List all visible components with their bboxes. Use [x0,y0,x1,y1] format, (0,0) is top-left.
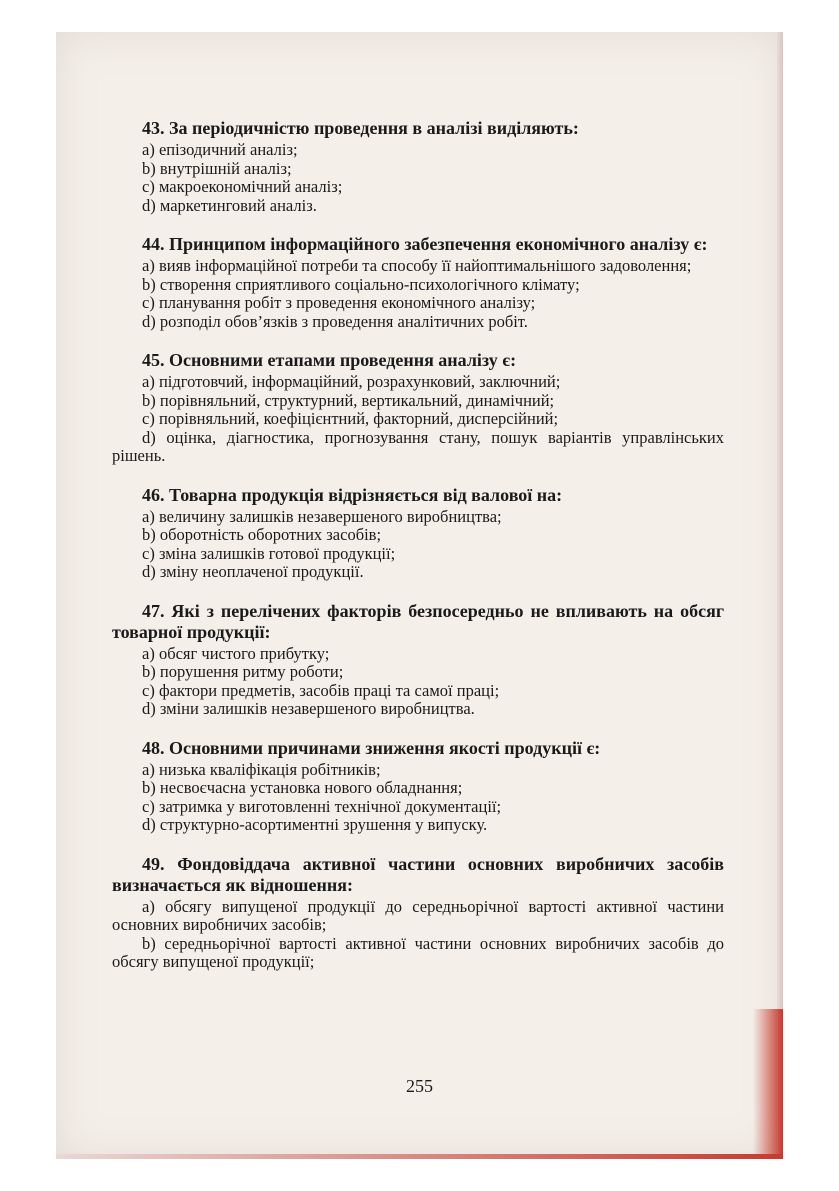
answer-a: a) обсяг чистого прибутку; [142,643,330,663]
question-title: 48. Основними причинами зниження якості продукції є: [142,737,601,758]
answer-c: c) планування робіт з проведення економічного аналізу; [142,293,536,312]
answer-d: d) маркетинговий аналіз. [142,195,317,215]
page-edge [777,32,783,1159]
answer-a: a) вияв інформаційної потреби та способу її найоптимальнішого задоволення; [142,256,692,275]
answer-c: c) макроекономічний аналіз; [142,177,343,196]
question-title: 47. Які з перелічених факторів безпосередньо не впливають на обсяг товарної продукції: [112,600,724,642]
question-43 [112,118,724,215]
question-45 [112,350,724,466]
answer-c: c) зміна залишків готової продукції; [142,543,396,563]
question-title: 43. За періодичністю проведення в аналізі виділяють: [142,118,579,138]
question-48 [112,738,724,835]
answer-b: b) створення сприятливого соціально-психологічного клімату; [142,274,580,294]
question-title: 45. Основними етапами проведення аналізу є: [142,350,517,370]
answer-d: d) зміни залишків незавершеного виробництва. [142,699,475,718]
answer-d: d) структурно-асортиментні зрушення у випуску. [142,815,488,834]
answer-b: b) несвоєчасна установка нового обладнання; [142,778,463,797]
questions-list [112,118,724,991]
answer-b: b) порушення ритму роботи; [142,662,344,681]
answer-a: a) низька кваліфікація робітників; [142,759,381,779]
answer-b: b) оборотність оборотних засобів; [142,525,382,544]
answer-b: b) внутрішній аналіз; [142,158,292,178]
question-49 [112,854,724,972]
answer-d: d) розподіл обов’язків з проведення аналітичних робіт. [142,311,528,331]
cover-edge-bottom [56,1154,783,1159]
question-44 [112,234,724,331]
question-title: 44. Принципом інформаційного забезпечення економічного аналізу є: [142,234,708,254]
answer-a: a) обсягу випущеної продукції до середньорічної вартості активної частини основних виробничих засобів; [112,896,724,934]
answer-a: a) епізодичний аналіз; [142,140,298,159]
answer-d: d) оцінка, діагностика, прогнозування стану, пошук варіантів управлінських рішень. [112,427,724,465]
answer-a: a) підготовчий, інформаційний, розрахунковий, заключний; [142,372,561,391]
question-47 [112,601,724,719]
answer-d: d) зміну неоплаченої продукції. [142,562,364,581]
answer-c: c) фактори предметів, засобів праці та самої праці; [142,680,500,700]
answer-a: a) величину залишків незавершеного виробництва; [142,506,502,526]
page-number: 255 [406,1076,433,1096]
question-title: 46. Товарна продукція відрізняється від валової на: [142,484,563,505]
answer-c: c) порівняльний, коефіцієнтний, факторний, дисперсійний; [142,409,559,428]
answer-b: b) середньорічної вартості активної частини основних виробничих засобів до обсягу випущеної продукції; [112,933,724,971]
answer-c: c) затримка у виготовленні технічної документації; [142,796,502,816]
answer-b: b) порівняльний, структурний, вертикальний, динамічний; [142,390,555,410]
question-title: 49. Фондовіддача активної частини основних виробничих засобів визначається як відношення: [112,853,724,895]
question-46 [112,485,724,582]
